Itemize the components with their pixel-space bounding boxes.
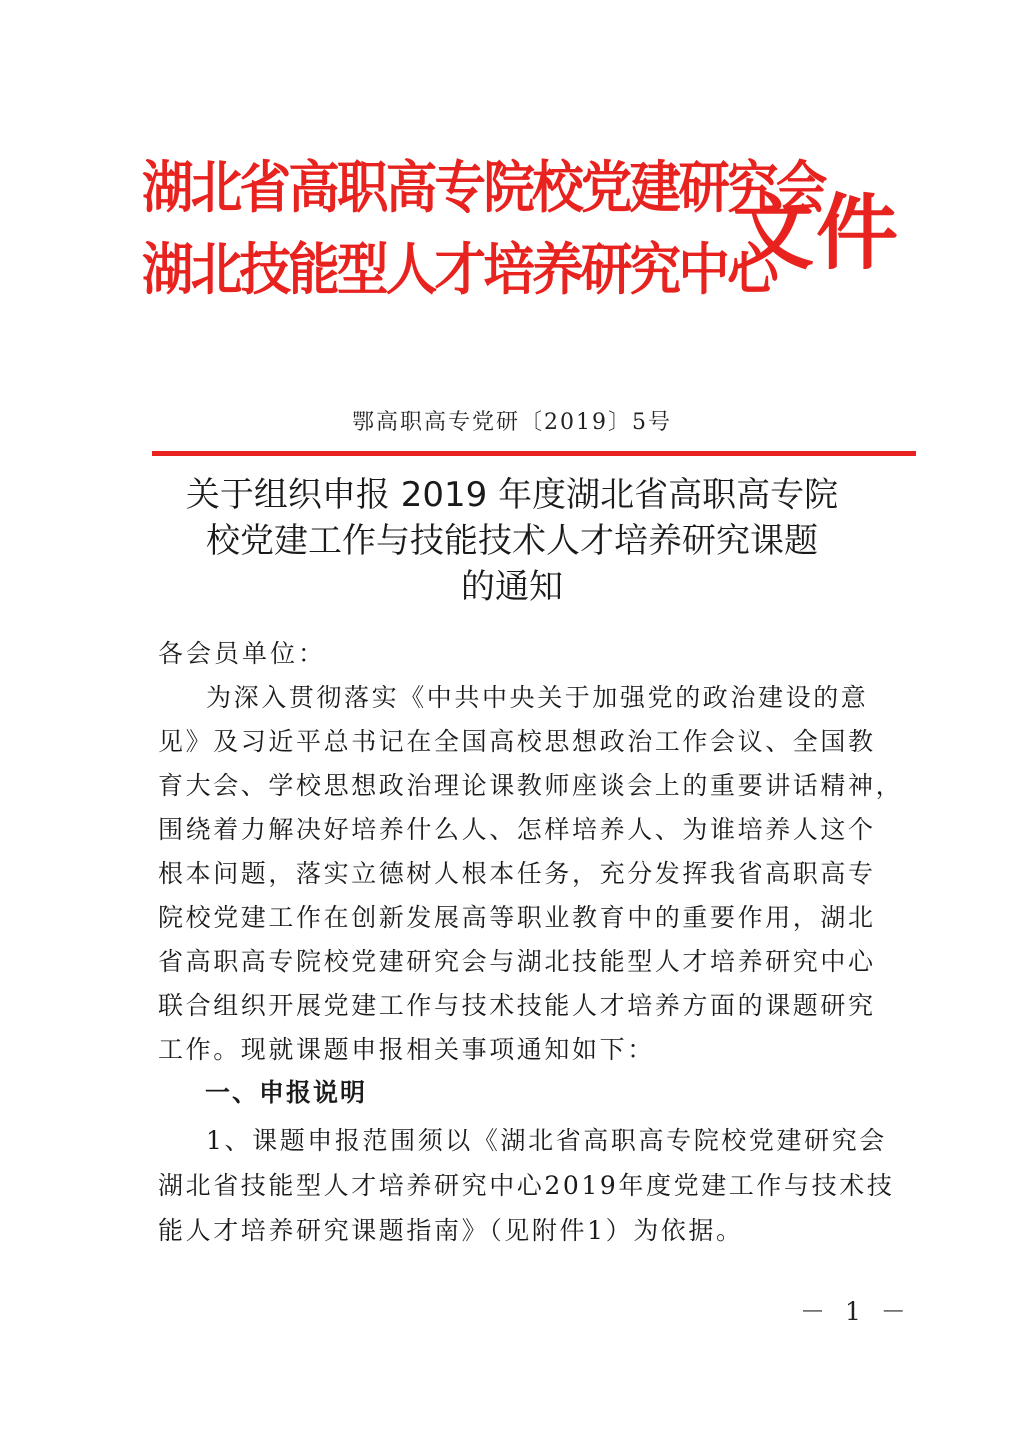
paragraph-line: 育大会、学校思想政治理论课教师座谈会上的重要讲话精神， xyxy=(158,771,904,800)
section-heading-1: 一、申报说明 xyxy=(205,1078,368,1107)
paragraph-line: 工作。现就课题申报相关事项通知如下： xyxy=(158,1035,655,1064)
paragraph-line: 联合组织开展党建工作与技术技能人才培养方面的课题研究 xyxy=(158,991,876,1020)
paragraph-line: 能人才培养研究课题指南》（见附件1）为依据。 xyxy=(158,1216,744,1245)
paragraph-line: 围绕着力解决好培养什么人、怎样培养人、为谁培养人这个 xyxy=(158,815,876,844)
paragraph-line: 1、课题申报范围须以《湖北省高职高专院校党建研究会 xyxy=(206,1126,887,1155)
body-paragraph-1 xyxy=(158,676,904,1072)
document-type-label: 文件 xyxy=(732,186,901,281)
paragraph-line: 为深入贯彻落实《中共中央关于加强党的政治建设的意 xyxy=(206,683,869,712)
title-line-1: 关于组织申报 2019 年度湖北省高职高专院 xyxy=(185,475,839,515)
salutation: 各会员单位： xyxy=(158,639,327,668)
page-number: － 1 － xyxy=(800,1297,912,1326)
document-title xyxy=(140,472,884,610)
document-number: 鄂高职高专党研〔2019〕5号 xyxy=(352,410,672,435)
title-line-2: 校党建工作与技能技术人才培养研究课题 xyxy=(206,521,818,561)
issuing-org-2: 湖北技能型人才培养研究中心 xyxy=(142,238,776,303)
paragraph-line: 院校党建工作在创新发展高等职业教育中的重要作用，湖北 xyxy=(158,903,876,932)
issuing-org-1: 湖北省高职高专院校党建研究会 xyxy=(142,156,825,221)
paragraph-line: 见》及习近平总书记在全国高校思想政治工作会议、全国教 xyxy=(158,727,876,756)
paragraph-line: 省高职高专院校党建研究会与湖北技能型人才培养研究中心 xyxy=(158,947,876,976)
red-divider-line xyxy=(152,451,916,456)
paragraph-line: 根本问题，落实立德树人根本任务，充分发挥我省高职高专 xyxy=(158,859,876,888)
paragraph-line: 湖北省技能型人才培养研究中心2019年度党建工作与技术技 xyxy=(158,1171,895,1200)
title-line-3: 的通知 xyxy=(461,567,563,607)
body-paragraph-2 xyxy=(158,1118,895,1253)
